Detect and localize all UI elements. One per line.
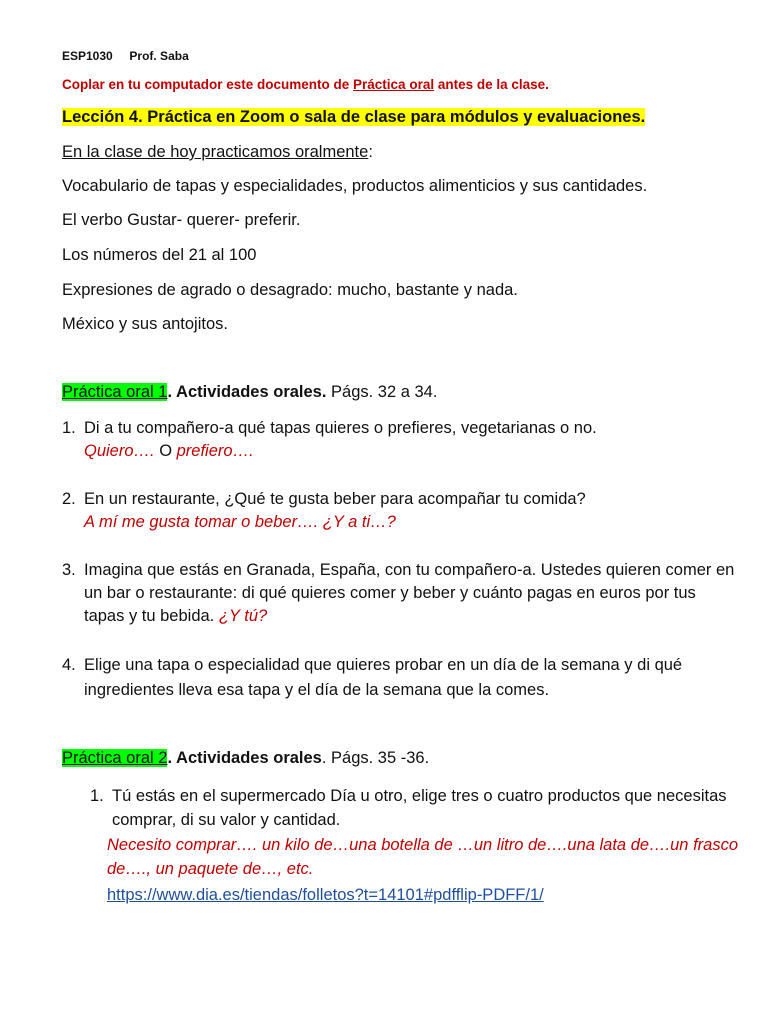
notice-text-end: antes de la clase. [434, 77, 549, 92]
section2-heading [62, 749, 429, 768]
professor-name: Prof. Saba [129, 49, 189, 63]
item-text: ingredientes lleva esa tapa y el día de la semana que la comes. [84, 681, 550, 699]
item-number: 3. [62, 561, 76, 579]
section1-dot: . [167, 383, 173, 401]
item-example: A mí me gusta tomar o beber…. ¿Y a ti…? [84, 513, 396, 531]
topic-item: Expresiones de agrado o desagrado: mucho, bastante y nada. [62, 281, 518, 299]
item-text: Imagina que estás en Granada, España, con tu compañero-a. Ustedes quieren comer en [84, 561, 735, 579]
lesson-title-text: Lección 4. Práctica en Zoom o sala de clase para módulos y evaluaciones. [62, 108, 646, 126]
topic-item: Los números del 21 al 100 [62, 246, 257, 264]
item-text: Tú estás en el supermercado Día u otro, elige tres o cuatro productos que necesitas [112, 787, 727, 805]
item-text: Di a tu compañero-a qué tapas quieres o prefieres, vegetarianas o no. [84, 419, 597, 437]
topic-item: Vocabulario de tapas y especialidades, productos alimenticios y sus cantidades. [62, 177, 648, 195]
section1-title: Actividades orales. [172, 383, 327, 401]
item-text: En un restaurante, ¿Qué te gusta beber para acompañar tu comida? [84, 490, 586, 508]
intro-heading [62, 143, 373, 162]
item-example [84, 440, 254, 463]
item-text: Elige una tapa o especialidad que quieres probar en un día de la semana y di qué [84, 656, 683, 674]
course-code: ESP1030 [62, 49, 113, 63]
example-o: O [154, 442, 177, 460]
copy-notice [62, 77, 549, 92]
topic-item: El verbo Gustar- querer- preferir. [62, 211, 301, 229]
topic-item: México y sus antojitos. [62, 315, 228, 333]
item-example: Necesito comprar…. un kilo de…una botella de …un litro de….una lata de….un frasco [107, 836, 739, 854]
section2-pages: . Págs. 35 -36. [321, 749, 430, 767]
example-quiero: Quiero…. [84, 442, 155, 460]
item-number: 2. [62, 490, 76, 508]
item-example: ¿Y tú? [218, 607, 268, 625]
section1-heading [62, 383, 437, 402]
item-text: comprar, di su valor y cantidad. [112, 811, 341, 829]
intro-colon: : [368, 143, 373, 161]
folleto-link[interactable]: https://www.dia.es/tiendas/folletos?t=14101#pdfflip-PDFF/1/ [107, 886, 544, 904]
section2-label[interactable]: Práctica oral 2 [62, 749, 168, 767]
section2-title: Actividades orales [172, 749, 322, 767]
notice-text: Coplar en tu computador este documento de [62, 77, 354, 92]
notice-link[interactable]: Práctica oral [353, 77, 435, 92]
item-example: de…., un paquete de…, etc. [107, 860, 314, 878]
course-header [62, 49, 189, 63]
section1-label[interactable]: Práctica oral 1 [62, 383, 168, 401]
item-text: un bar o restaurante: di qué quieres comer y beber y cuánto pagas en euros por tus [84, 584, 696, 602]
intro-heading-text: En la clase de hoy practicamos oralmente [62, 143, 369, 161]
section2-dot: . [167, 749, 173, 767]
item-number: 4. [62, 656, 76, 674]
item-number: 1. [90, 787, 104, 805]
item-text [84, 605, 267, 628]
lesson-title [62, 108, 645, 127]
example-prefiero: prefiero…. [176, 442, 254, 460]
item-number: 1. [62, 419, 76, 437]
section1-pages: Págs. 32 a 34. [326, 383, 438, 401]
item-text-last: tapas y tu bebida. [84, 607, 219, 625]
